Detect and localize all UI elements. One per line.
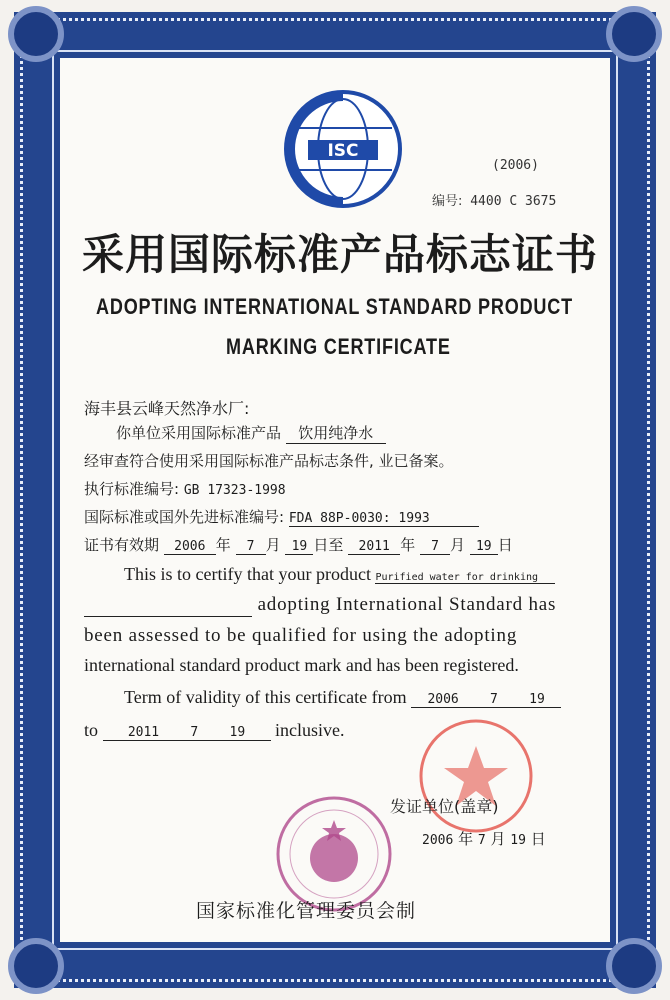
term-from-line: Term of validity of this certificate from 2006 7 19 bbox=[124, 687, 561, 708]
review-statement: 经审查符合使用采用国际标准产品标志条件, 业已备案。 bbox=[84, 452, 454, 470]
term-from-date: 2006 7 19 bbox=[411, 692, 561, 708]
serial-number-line: 编号: 4400 C 3675 bbox=[432, 194, 557, 209]
term-to-line: to 2011 7 19 inclusive. bbox=[84, 720, 345, 740]
isc-globe-logo-icon bbox=[282, 88, 404, 210]
svg-text:ISC: ISC bbox=[327, 141, 359, 161]
year-code: (2006) bbox=[492, 158, 539, 173]
corner-ornament-top-left bbox=[8, 6, 64, 62]
product-name-en: Purified water for drinking bbox=[375, 572, 555, 584]
validity-line-cn: 证书有效期 2006 年 7 月 19 日至 2011 年 7 月 19 日 bbox=[84, 536, 513, 554]
title-english-line2: MARKING CERTIFICATE bbox=[226, 334, 451, 359]
red-quality-seal-icon bbox=[416, 716, 536, 836]
exec-standard-number: GB 17323-1998 bbox=[183, 483, 286, 498]
assessed-line: been assessed to be qualified for using the adopting bbox=[84, 625, 518, 646]
intl-standard-line: 国际标准或国外先进标准编号: FDA 88P-0030: 1993 bbox=[84, 506, 479, 527]
product-line-cn: 你单位采用国际标准产品 饮用纯净水 bbox=[116, 422, 386, 444]
product-name-cn: 饮用纯净水 bbox=[286, 422, 386, 444]
registered-line: international standard product mark and has been registered. bbox=[84, 655, 519, 675]
corner-ornament-bottom-left bbox=[8, 938, 64, 994]
intl-standard-number: FDA 88P-0030: 1993 bbox=[289, 511, 479, 527]
issue-date: 2006 年 7 月 19 日 bbox=[422, 830, 546, 848]
adopting-line: adopting International Standard has bbox=[84, 594, 556, 617]
company-name: 海丰县云峰天然净水厂: bbox=[84, 399, 250, 418]
issuer-label: 发证单位(盖章) bbox=[390, 797, 499, 816]
title-english-line1: ADOPTING INTERNATIONAL STANDARD PRODUCT bbox=[96, 294, 573, 319]
exec-standard-line: 执行标准编号: GB 17323-1998 bbox=[84, 480, 286, 498]
term-to-date: 2011 7 19 bbox=[103, 725, 271, 741]
title-chinese: 采用国际标准产品标志证书 bbox=[82, 230, 599, 279]
certificate-content bbox=[60, 58, 610, 942]
certify-line: This is to certify that your product Purified water for drinking bbox=[124, 564, 555, 585]
corner-ornament-top-right bbox=[606, 6, 662, 62]
corner-ornament-bottom-right bbox=[606, 938, 662, 994]
issuing-authority-footer: 国家标准化管理委员会制 bbox=[196, 900, 417, 922]
